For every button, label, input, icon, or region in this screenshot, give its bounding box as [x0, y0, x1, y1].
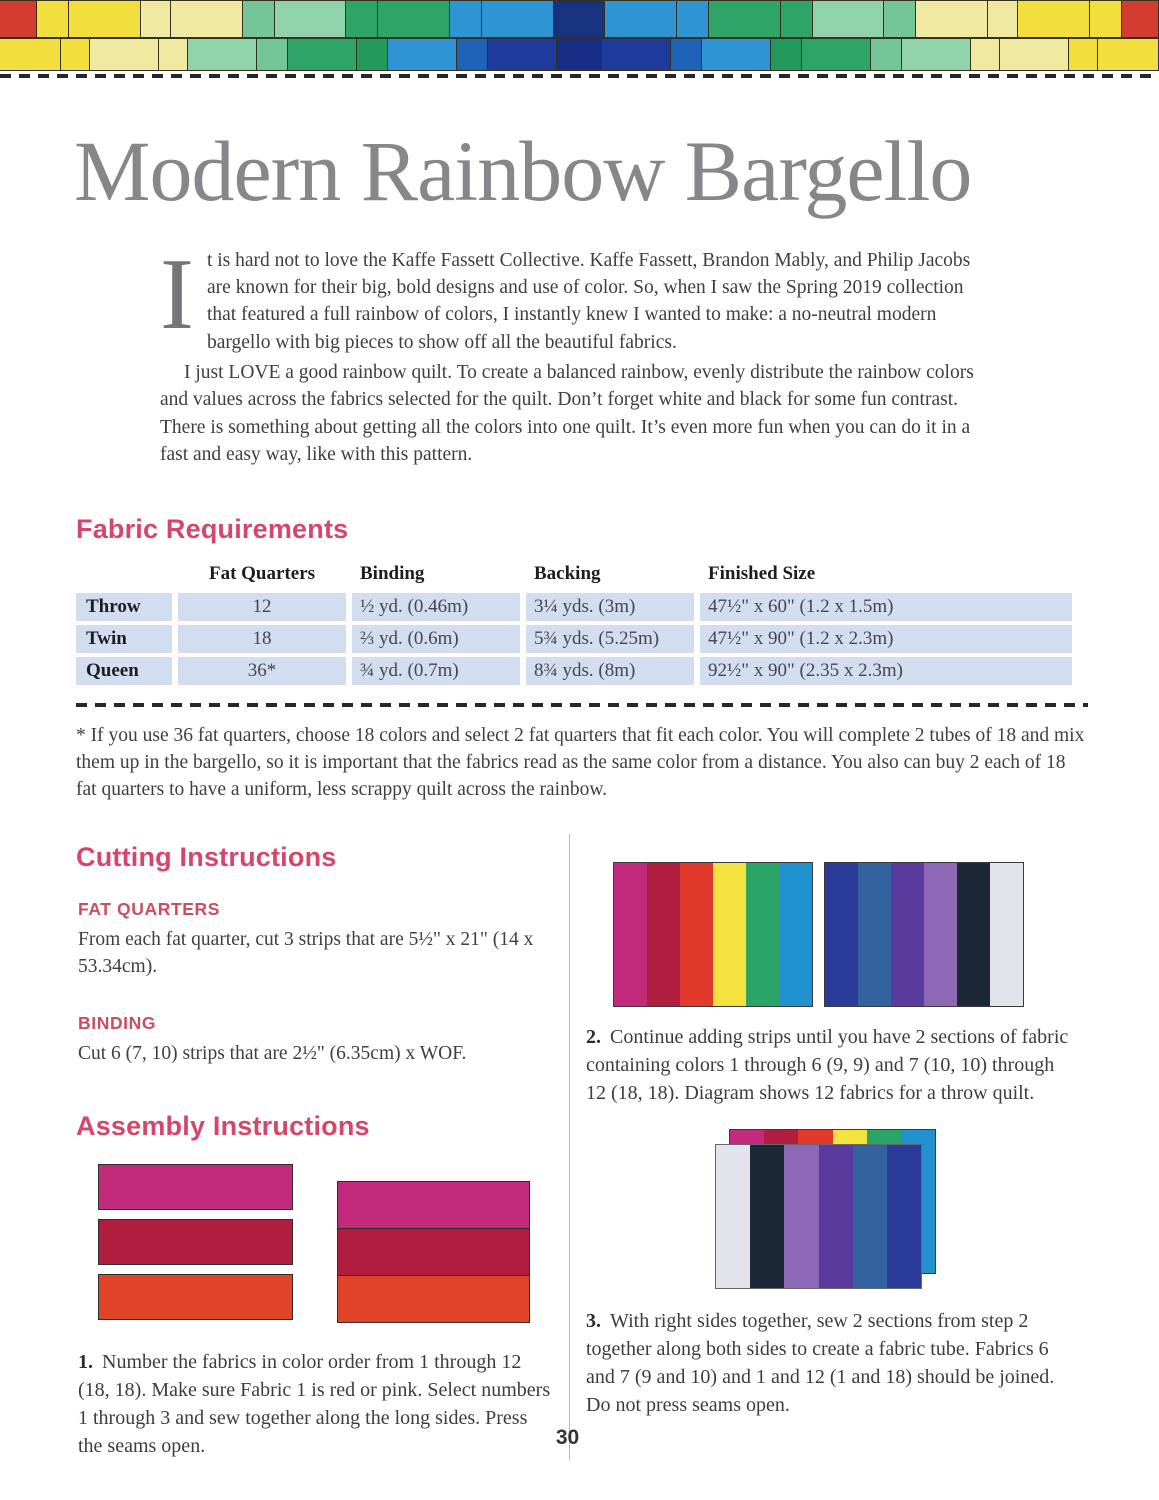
fabric-strip — [915, 0, 988, 38]
fabric-strip — [891, 863, 924, 1006]
fabric-strip — [60, 38, 90, 71]
fabric-strip — [713, 863, 746, 1006]
fabric-section-front-layer — [715, 1144, 922, 1289]
step-3-text — [586, 1307, 1072, 1419]
fabric-strip — [387, 38, 457, 71]
fabric-strip — [89, 38, 159, 71]
step-2-text — [586, 1023, 1072, 1107]
fabric-section-colors-7-12 — [824, 862, 1024, 1007]
fabric-strip — [377, 0, 450, 38]
fabric-strip — [337, 1181, 530, 1229]
intro-paragraph-1: t is hard not to love the Kaffe Fassett Collective. Kaffe Fassett, Brandon Mably, and Philip Jacobs are known for their big, bold designs and use of color. So, when I saw the Spring 2019 collection that featured a full rainbow of colors, I instantly knew I wanted to make: a no-neutral modern bargello with big pieces to show off all the beautiful fabrics. — [206, 249, 971, 353]
fabric-strip — [1068, 38, 1098, 71]
step-2-number: 2. — [586, 1025, 601, 1048]
step-2-diagram — [613, 862, 1085, 1007]
fabric-strip — [957, 863, 990, 1006]
left-column — [78, 834, 569, 1460]
fabric-strip — [345, 0, 378, 38]
step-1-body: Number the fabrics in color order from 1 through 12 (18, 18). Make sure Fabric 1 is red or pink. Select numbers 1 through 3 and sew together along the long sides. Press the seams open. — [78, 1350, 551, 1457]
table-cell-binding: ⅔ yd. (0.6m) — [352, 625, 520, 653]
fabric-strip — [819, 1145, 853, 1288]
fabric-strip — [870, 38, 902, 71]
quilt-border-top-row — [0, 0, 1159, 38]
fabric-strip — [853, 1145, 887, 1288]
fabric-strip — [770, 38, 802, 71]
fabric-strip — [1017, 0, 1090, 38]
intro-section — [160, 237, 990, 468]
fabric-strip — [750, 1145, 784, 1288]
fabric-strip — [987, 0, 1018, 38]
fabric-strip — [242, 0, 275, 38]
fabric-strip — [779, 863, 812, 1006]
fabric-strip — [287, 38, 357, 71]
fabric-strip — [337, 1275, 530, 1323]
fabric-strip — [68, 0, 141, 38]
table-footnote: * If you use 36 fat quarters, choose 18 colors and select 2 fat quarters that fit each color. You will complete 2 tubes of 18 and mix them up in the bargello, so it is important that the fabrics read as the same color from a distance. You also can buy 2 each of 18 fat quarters to have a uniform, less scrappy quilt across the rainbow. — [76, 725, 1085, 801]
fabric-strip — [1121, 0, 1159, 38]
fabric-strip — [858, 863, 891, 1006]
fabric-strip — [0, 0, 37, 38]
fabric-strip — [337, 1228, 530, 1276]
step-1-number: 1. — [78, 1350, 93, 1373]
table-cell-backing: 5¾ yds. (5.25m) — [526, 625, 694, 653]
fat-quarters-text: From each fat quarter, cut 3 strips that are 5½" x 21" (14 x 53.34cm). — [78, 928, 534, 978]
fabric-strip — [670, 38, 702, 71]
table-row-size: Queen — [76, 657, 172, 685]
fabric-strip — [990, 863, 1023, 1006]
fabric-requirements-heading: Fabric Requirements — [76, 514, 349, 545]
fabric-strip — [784, 1145, 818, 1288]
fabric-strip — [801, 38, 871, 71]
right-column — [569, 834, 1085, 1460]
fabric-strip — [883, 0, 916, 38]
table-header-size — [76, 561, 172, 589]
fabric-strip — [701, 38, 771, 71]
table-cell-finished-size: 92½" x 90" (2.35 x 2.3m) — [700, 657, 1072, 685]
fabric-strip — [481, 0, 554, 38]
page-content — [0, 122, 1159, 1460]
table-row-size: Twin — [76, 625, 172, 653]
page-title: Modern Rainbow Bargello — [74, 123, 972, 219]
table-cell-finished-size: 47½" x 60" (1.2 x 1.5m) — [700, 593, 1072, 621]
table-cell-fat-quarters: 18 — [178, 625, 346, 653]
step-3-diagram — [715, 1129, 937, 1291]
cutting-instructions-heading: Cutting Instructions — [76, 841, 337, 872]
table-cell-finished-size: 47½" x 90" (1.2 x 2.3m) — [700, 625, 1072, 653]
fabric-strip — [98, 1164, 293, 1210]
fabric-strip — [274, 0, 347, 38]
fabric-strip — [825, 863, 858, 1006]
table-cell-fat-quarters: 12 — [178, 593, 346, 621]
table-cell-binding: ½ yd. (0.46m) — [352, 593, 520, 621]
intro-paragraph-2: I just LOVE a good rainbow quilt. To create a balanced rainbow, evenly distribute the rainbow colors and values across the fabrics selected for the quilt. Don’t forget white and black for some fun contrast. There is something about getting all the colors into one quilt. It’s even more fun when you can do it in a fast and easy way, like with this pattern. — [160, 362, 974, 465]
fabric-strip — [456, 38, 488, 71]
table-cell-binding: ¾ yd. (0.7m) — [352, 657, 520, 685]
binding-text: Cut 6 (7, 10) strips that are 2½" (6.35cm) x WOF. — [78, 1042, 467, 1064]
stitch-divider-top — [0, 74, 1159, 78]
fabric-section-colors-1-6 — [613, 862, 813, 1007]
fabric-strip — [746, 863, 779, 1006]
instructions-columns — [78, 834, 1085, 1460]
fabric-strip — [487, 38, 557, 71]
fabric-strip — [708, 0, 781, 38]
fabric-strip — [187, 38, 257, 71]
step-3-number: 3. — [586, 1309, 601, 1332]
fat-quarters-subheading: FAT QUARTERS — [78, 898, 221, 919]
step-3-body: With right sides together, sew 2 sections from step 2 together along both sides to create a fabric tube. Fabrics 6 and 7 (9 and 10) and 1 and 12 (1 and 18) should be joined. Do not press seams open. — [586, 1309, 1055, 1416]
fabric-strip — [887, 1145, 921, 1288]
fabric-strip — [256, 38, 288, 71]
unsewn-strips-stack — [98, 1164, 293, 1320]
fabric-strip — [970, 38, 1000, 71]
fabric-strip — [1097, 38, 1159, 71]
table-header-backing: Backing — [534, 563, 601, 585]
table-row-size: Throw — [76, 593, 172, 621]
fabric-strip — [812, 0, 885, 38]
table-cell-backing: 3¼ yds. (3m) — [526, 593, 694, 621]
fabric-strip — [449, 0, 482, 38]
fabric-strip — [601, 38, 671, 71]
fabric-strip — [170, 0, 243, 38]
fabric-strip — [98, 1219, 293, 1265]
table-cell-backing: 8¾ yds. (8m) — [526, 657, 694, 685]
fabric-strip — [676, 0, 709, 38]
fabric-strip — [553, 0, 606, 38]
page-number: 30 — [555, 1426, 580, 1449]
table-header-fat-quarters: Fat Quarters — [208, 563, 316, 585]
table-cell-fat-quarters: 36* — [178, 657, 346, 685]
fabric-strip — [647, 863, 680, 1006]
fabric-strip — [556, 38, 602, 71]
drop-cap: I — [160, 237, 194, 351]
fabric-strip — [924, 863, 957, 1006]
sewn-strips-stack — [337, 1182, 530, 1323]
quilt-border-bottom-row — [0, 38, 1159, 71]
fabric-strip — [716, 1145, 750, 1288]
step-1-diagram — [78, 1162, 569, 1332]
fabric-strip — [780, 0, 813, 38]
fabric-strip — [158, 38, 188, 71]
step-2-body: Continue adding strips until you have 2 sections of fabric containing colors 1 through 6 (9, 9) and 7 (10, 10) through 12 (18, 18). Diagram shows 12 fabrics for a throw quilt. — [586, 1025, 1069, 1104]
quilt-border-strip — [0, 0, 1159, 71]
table-header-finished-size: Finished Size — [708, 563, 816, 585]
fabric-strip — [901, 38, 971, 71]
binding-subheading: BINDING — [78, 1012, 157, 1033]
fabric-strip — [0, 38, 61, 71]
fabric-strip — [98, 1274, 293, 1320]
assembly-instructions-heading: Assembly Instructions — [76, 1110, 370, 1141]
fabric-strip — [1089, 0, 1122, 38]
stitch-divider-table — [76, 703, 1088, 707]
fabric-strip — [36, 0, 69, 38]
table-header-binding: Binding — [360, 563, 425, 585]
fabric-strip — [614, 863, 647, 1006]
fabric-strip — [356, 38, 388, 71]
fabric-strip — [604, 0, 677, 38]
fabric-strip — [999, 38, 1069, 71]
fabric-strip — [680, 863, 713, 1006]
fabric-strip — [140, 0, 171, 38]
fabric-requirements-table — [76, 561, 1066, 685]
